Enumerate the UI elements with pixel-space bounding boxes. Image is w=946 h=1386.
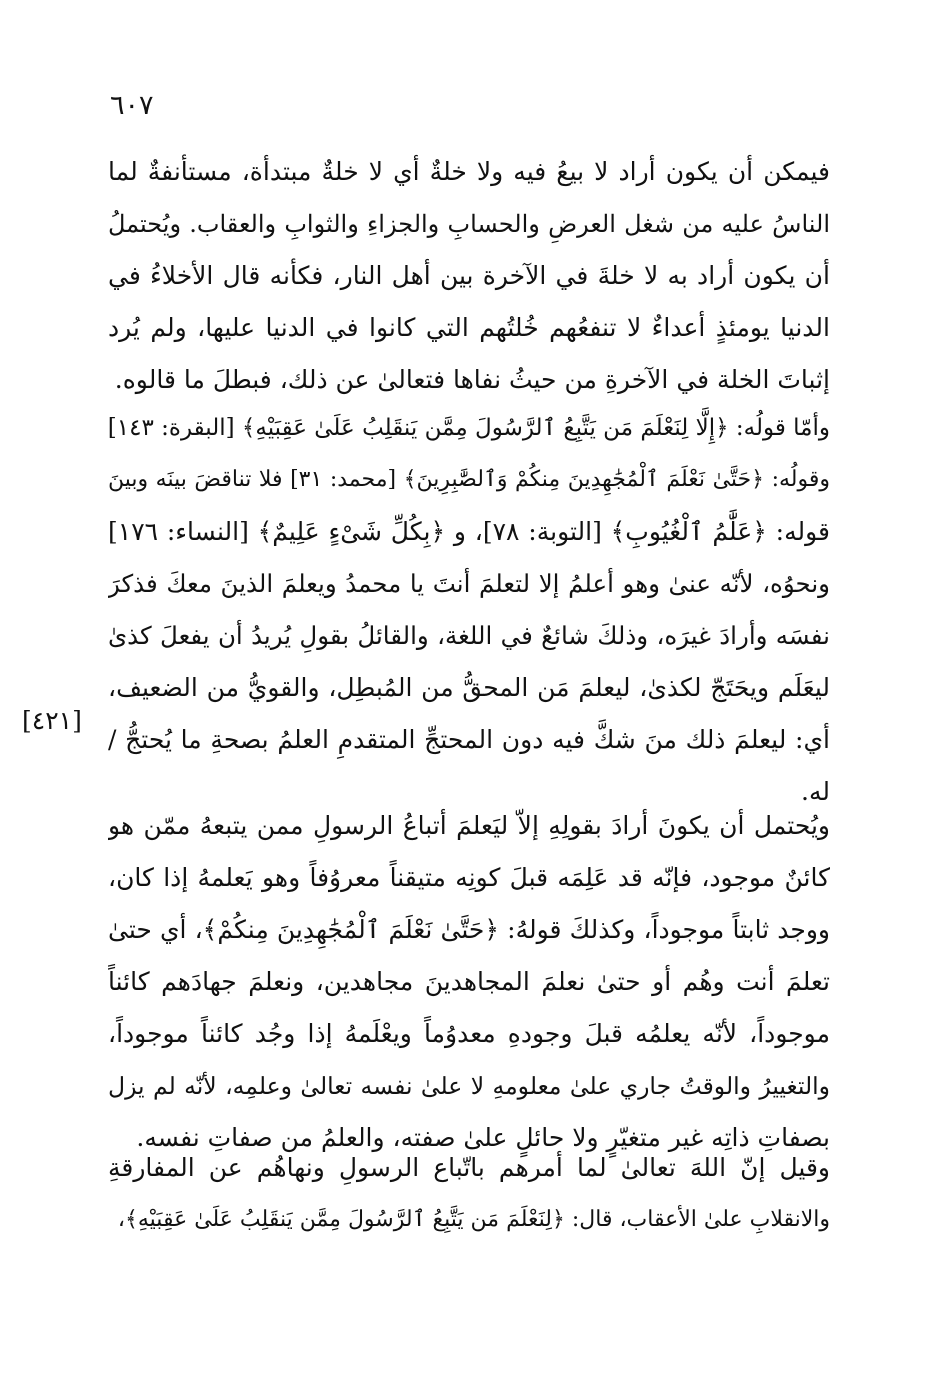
text-line: والتغييرُ والوقتُ جاري علىٰ معلومهِ لا علىٰ نفسه تعالىٰ وعلمِه، لأنّه لم يزل — [108, 1072, 830, 1100]
text-line: ووجد ثابتاً موجوداً، وكذلكَ قولهُ: ﴿حَتَّىٰ نَعْلَمَ ٱلْمُجَٰهِدِينَ مِنكُمْ﴾، أي حتىٰ — [108, 915, 830, 944]
text-line: الدنيا يومئذٍ أعداءٌ لا تنفعُهم خُلتُهم التي كانوا في الدنيا عليها، ولم يُرد — [108, 313, 830, 342]
text-line: ليعَلَم ويحَتَجّ لكذىٰ، ليعلمَ مَن المحقُّ من المُبطِل، والقويُّ من الضعيف، — [108, 673, 830, 702]
text-line: تعلمَ أنت وهُم أو حتىٰ نعلمَ المجاهدينَ مجاهدين، ونعلمَ جهادَهم كائناً — [108, 967, 830, 996]
paragraph — [108, 800, 830, 1164]
text-line: أن يكون أراد به لا خلةَ في الآخرة بين أهل النار، فكأنه قال الأخلاءُ في — [108, 261, 830, 290]
text-line: له. — [801, 777, 830, 806]
text-line: موجوداً، لأنّه يعلمُه قبلَ وجودهِ معدوُماً ويعْلَمهُ إذا وجُد كائناً موجوداً، — [108, 1019, 830, 1048]
text-line: والانقلابِ علىٰ الأعقاب، قال: ﴿لِنَعْلَمَ مَن يَتَّبِعُ ٱلرَّسُولَ مِمَّن يَنقَلِبُ عَلَىٰ عَقِبَيْهِ﴾، — [117, 1207, 830, 1232]
text-line: إثباتَ الخلة في الآخرةِ من حيثُ نفاها فتعالىٰ عن ذلك، فبطلَ ما قالوه. — [114, 365, 830, 394]
text-line: وقيل إنّ اللهَ تعالىٰ لما أمرهم باتّباع الرسولِ ونهاهُم عن المفارقةِ — [108, 1153, 830, 1182]
paragraph — [108, 146, 830, 406]
text-line: كائنٌ موجود، فإنّه قد عَلِمَه قبلَ كونِه متيقناً معروُفاً وهو يَعلمهُ إذا كان، — [108, 863, 830, 892]
text-line: قوله: ﴿عَلَّٰمُ ٱلْغُيُوبِ﴾ [التوبة: ٧٨]، و ﴿بِكُلِّ شَىْءٍ عَلِيمٌ﴾ [النساء: ١٧٦] — [108, 517, 830, 546]
page-number: ٦٠٧ — [110, 90, 154, 121]
manuscript-folio-marker: [٤٢١] — [22, 706, 82, 735]
paragraph — [108, 1142, 830, 1246]
text-line: وأمّا قولُه: ﴿إِلَّا لِنَعْلَمَ مَن يَتَّبِعُ ٱلرَّسُولَ مِمَّن يَنقَلِبُ عَلَىٰ عَقِبَيْهِ﴾ [البقرة: ١٤٣] — [108, 415, 830, 441]
text-line: فيمكن أن يكون أراد لا بيعُ فيه ولا خلةٌ أي لا خلةٌ مبتدأة، مستأنفةٌ لما — [108, 157, 830, 186]
text-line: ويُحتمل أن يكونَ أرادَ بقولِهِ إلاّ ليَعلمَ أتباعُ الرسولِ ممن يتبعهُ ممّن هو — [108, 811, 830, 840]
paragraph — [108, 402, 830, 818]
text-line: وقولُه: ﴿حَتَّىٰ نَعْلَمَ ٱلْمُجَٰهِدِينَ مِنكُمْ وَٱلصَّٰبِرِينَ﴾ [محمد: ٣١] فلا تناقضَ بينَه وبينَ — [108, 467, 830, 492]
text-line: بصفاتِ ذاتِه غير متغيّرٍ ولا حائلٍ علىٰ صفته، والعلمُ من صفاتِ نفسه. — [136, 1123, 830, 1152]
text-line: الناسُ عليه من شغل العرضِ والحسابِ والجزاءِ والثوابِ والعقاب. ويُحتملُ — [108, 210, 830, 238]
text-line: أي: ليعلمَ ذلك منَ شكَّ فيه دون المحتجِّ المتقدمِ العلمُ بصحةِ ما يُحتجُّ / — [108, 725, 830, 754]
text-line: ونحوُه، لأنّه عنىٰ وهو أعلمُ إلا لتعلمَ أنتَ يا محمدُ ويعلمَ الذينَ معكَ فذكرَ — [108, 569, 830, 598]
text-line: نفسَه وأرادَ غيرَه، وذلكَ شائعٌ في اللغة، والقائلُ بقولِ يُريدُ أن يفعلَ كذىٰ — [108, 621, 830, 650]
